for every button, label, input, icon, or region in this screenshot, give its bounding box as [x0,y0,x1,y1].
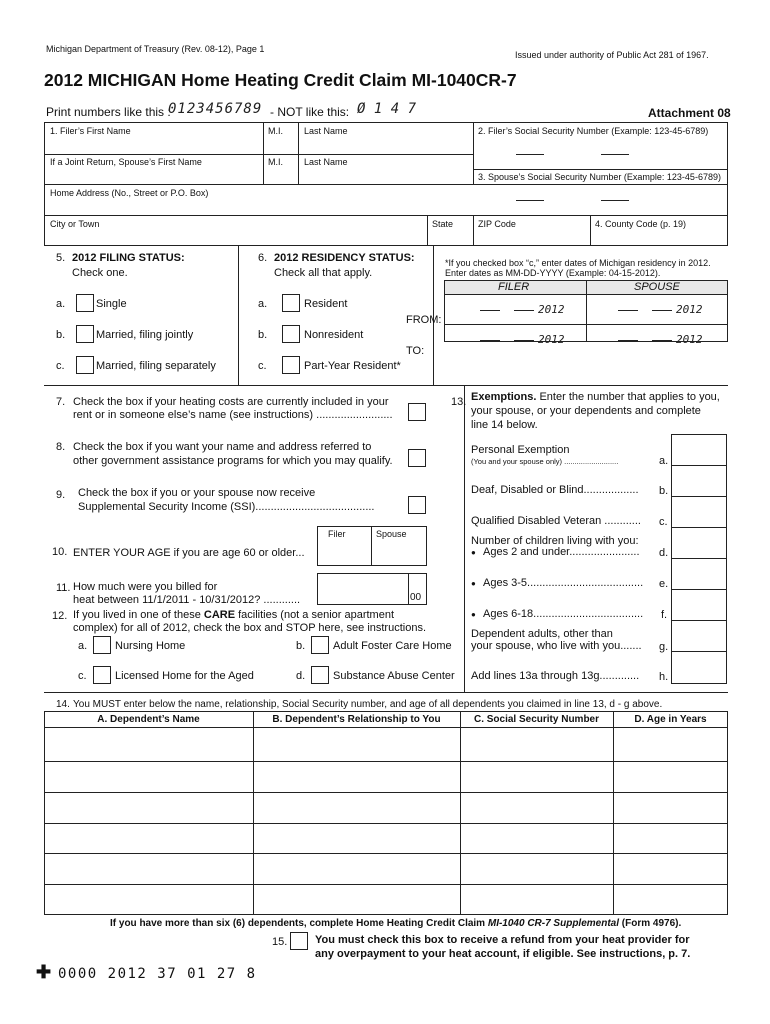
filing-separate-checkbox[interactable] [76,356,94,374]
authority-text: Issued under authority of Public Act 281 of 1967. [515,50,709,60]
spouse-mi-field[interactable] [265,168,296,183]
age-filer-label: Filer [328,529,346,539]
filer-first-name-label: 1. Filer’s First Name [50,126,131,136]
personal-exemption-sub: (You and your spouse only) .......................... [471,457,619,466]
nonresident-label: Nonresident [304,329,364,341]
residency-letter-c: c. [258,360,267,372]
care-letter-d: d. [296,670,306,682]
substance-abuse-checkbox[interactable] [311,666,329,684]
spouse-first-name-field[interactable] [46,168,261,183]
residency-title: 2012 RESIDENCY STATUS: [274,252,415,264]
filer-to-date[interactable]: 2012 [446,326,585,350]
exemption-letter-a: a. [659,455,669,467]
nursing-home-label: Nursing Home [115,640,186,652]
care-letter-a: a. [78,640,88,652]
filing-status-num: 5. [56,252,66,264]
exemption-letter-e: e. [659,578,669,590]
exemption-letter-f: f. [661,609,668,621]
exemptions-intro-1: Exemptions. Enter the number that applies to you, [471,391,720,403]
city-field[interactable] [46,229,425,244]
line9-checkbox[interactable] [408,496,426,514]
line13-num: 13. [451,396,467,408]
line8-num: 8. [56,441,66,453]
filing-single-label: Single [96,298,127,310]
line10-text: ENTER YOUR AGE if you are age 60 or older... [73,547,305,559]
filing-single-checkbox[interactable] [76,294,94,312]
line12-text-1: If you lived in one of these CARE facilities (not a senior apartment [73,609,395,621]
line15-checkbox[interactable] [290,932,308,950]
dependent-adults-label-1: Dependent adults, other than [471,628,613,640]
exemption-c-field[interactable] [672,497,726,526]
line7-text-2: rent or in someone else’s name (see instructions) ......................... [73,409,393,421]
ages-2-under-label: Ages 2 and under....................... [483,546,640,558]
children-label: Number of children living with you: [471,535,639,547]
line9-text-1: Check the box if you or your spouse now receive [78,487,316,499]
col-header-name: A. Dependent’s Name [97,714,200,725]
line7-text-1: Check the box if your heating costs are currently included in your [73,396,389,408]
line8-text-2: other government assistance programs for which you may qualify. [73,455,393,467]
add-lines-label: Add lines 13a through 13g............. [471,670,640,682]
deaf-disabled-label: Deaf, Disabled or Blind.................. [471,484,639,496]
spouse-to-date[interactable]: 2012 [588,326,727,350]
print-numbers-label: Print numbers like this : [46,105,171,119]
adult-foster-label: Adult Foster Care Home [333,640,452,652]
veteran-label: Qualified Disabled Veteran ............ [471,515,641,527]
col-header-ssn: C. Social Security Number [473,714,600,725]
line8-checkbox[interactable] [408,449,426,467]
spouse-first-name-label: If a Joint Return, Spouse’s First Name [50,157,202,167]
spouse-last-name-field[interactable] [300,168,471,183]
care-letter-b: b. [296,640,306,652]
resident-checkbox[interactable] [282,294,300,312]
filer-first-name-field[interactable] [46,138,261,153]
dependent-adults-label-2: your spouse, who live with you....... [471,640,642,652]
filer-last-name-label: Last Name [304,126,348,136]
exemption-g-field[interactable] [672,621,726,650]
county-code-label: 4. County Code (p. 19) [595,219,687,229]
line10-num: 10. [52,546,68,558]
dependent-row[interactable] [45,728,727,760]
exemption-b-field[interactable] [672,466,726,495]
exemption-letter-h: h. [659,671,669,683]
residency-sub: Check all that apply. [274,267,373,279]
spouse-ssn-label: 3. Spouse’s Social Security Number (Example: 123-45-6789) [478,172,721,182]
spouse-age-field[interactable] [372,541,426,565]
exemption-f-field[interactable] [672,590,726,619]
residency-note-2: Enter dates as MM-DD-YYYY (Example: 04-15-2012). [445,268,661,278]
line11-num: 11. [56,582,71,594]
filing-letter-c: c. [56,360,65,372]
dependent-row[interactable] [45,885,727,914]
aged-home-label: Licensed Home for the Aged [115,670,254,682]
spouse-from-date[interactable]: 2012 [588,296,727,323]
county-code-field[interactable] [592,229,726,244]
adult-foster-checkbox[interactable] [311,636,329,654]
exemption-e-field[interactable] [672,559,726,588]
line12-text-2: complex) for all of 2012, check the box and STOP here, see instructions. [73,622,427,634]
city-label: City or Town [50,219,100,229]
dependent-row[interactable] [45,824,727,852]
form-title: 2012 MICHIGAN Home Heating Credit Claim MI-1040CR-7 [44,70,517,90]
filing-joint-label: Married, filing jointly [96,329,194,341]
dependent-row[interactable] [45,854,727,883]
personal-exemption-label: Personal Exemption [471,444,570,456]
spouse-mi-label: M.I. [268,157,283,167]
nursing-home-checkbox[interactable] [93,636,111,654]
dependent-row[interactable] [45,793,727,822]
line15-text-2: any overpayment to your heat account, if eligible. See instructions, p. 7. [315,948,691,960]
line9-text-2: Supplemental Security Income (SSI)....................................... [78,501,375,513]
spouse-last-name-label: Last Name [304,157,348,167]
filer-ssn-field[interactable] [476,138,726,166]
residency-num: 6. [258,252,268,264]
filer-from-date[interactable]: 2012 [446,296,585,323]
filing-separate-label: Married, filing separately [96,360,216,372]
line15-num: 15. [272,936,288,948]
exemption-letter-b: b. [659,485,669,497]
ages-6-18-label: Ages 6-18.................................... [483,608,644,620]
filer-ssn-label: 2. Filer’s Social Security Number (Example: 123-45-6789) [478,126,709,136]
dependents-footer: If you have more than six (6) dependents, complete Home Heating Credit Claim MI-1040 CR-7 Supplemental (Form 4976). [110,918,682,929]
nonresident-checkbox[interactable] [282,325,300,343]
aged-home-checkbox[interactable] [93,666,111,684]
print-sample: 0123456789 [168,101,263,117]
bullet-e: ● [471,579,476,588]
line14-instructions: You MUST enter below the name, relationship, Social Security number, and age of all dependents you claimed in line 13, d - g above. [73,699,663,710]
part-year-checkbox[interactable] [282,356,300,374]
filing-status-sub: Check one. [72,267,128,279]
heat-billed-cents: 00 [410,592,422,603]
age-spouse-label: Spouse [376,529,407,539]
residency-note-1: *If you checked box “c,” enter dates of Michigan residency in 2012. [445,258,711,268]
residency-letter-a: a. [258,298,268,310]
exemption-letter-d: d. [659,547,669,559]
residency-letter-b: b. [258,329,268,341]
filing-letter-a: a. [56,298,66,310]
form-barcode-number: 0000 2012 37 01 27 8 [58,966,257,982]
col-header-age: D. Age in Years [634,714,707,725]
col-header-relationship: B. Dependent’s Relationship to You [272,714,441,725]
line14-num: 14. [56,699,70,710]
line8-text-1: Check the box if you want your name and address referred to [73,441,372,453]
zip-field[interactable] [475,229,588,244]
filing-joint-checkbox[interactable] [76,325,94,343]
resident-label: Resident [304,298,348,310]
line12-num: 12. [52,610,68,622]
line15-text-1: You must check this box to receive a refund from your heat provider for [315,934,690,946]
from-label: FROM: [406,314,442,326]
exemption-letter-g: g. [659,641,669,653]
filing-letter-b: b. [56,329,66,341]
line9-num: 9. [56,489,66,501]
plus-icon: ✚ [36,962,52,982]
not-like-label: - NOT like this: [270,105,350,119]
line11-text-2: heat between 11/1/2011 - 10/31/2012? ............ [73,594,301,606]
state-label: State [432,219,454,229]
not-sample: Ø 1 4 7 [357,101,417,117]
filer-last-name-field[interactable] [300,138,471,153]
bullet-d: ● [471,548,476,557]
ages-3-5-label: Ages 3-5...................................... [483,577,644,589]
dependent-row[interactable] [45,762,727,791]
attachment-number: Attachment 08 [648,106,731,120]
exemption-h-field[interactable] [672,652,726,683]
part-year-label: Part-Year Resident* [304,360,401,372]
dept-revision: Michigan Department of Treasury (Rev. 08-12), Page 1 [46,44,265,54]
care-letter-c: c. [78,670,87,682]
filer-age-field[interactable] [318,541,370,565]
exemption-letter-c: c. [659,516,668,528]
bullet-f: ● [471,610,476,619]
line7-num: 7. [56,396,66,408]
filer-col-header: FILER [498,281,530,293]
line11-text-1: How much were you billed for [73,581,218,593]
filer-mi-label: M.I. [268,126,283,136]
exemptions-intro-2: your spouse, or your dependents and complete [471,405,701,417]
exemption-d-field[interactable] [672,528,726,557]
home-address-field[interactable] [46,199,726,214]
state-field[interactable] [429,229,471,244]
zip-label: ZIP Code [478,219,516,229]
spouse-col-header: SPOUSE [634,281,680,293]
to-label: TO: [406,345,425,357]
filer-mi-field[interactable] [265,138,296,153]
substance-abuse-label: Substance Abuse Center [333,670,455,682]
line7-checkbox[interactable] [408,403,426,421]
exemption-a-field[interactable] [672,435,726,464]
exemptions-intro-3: line 14 below. [471,419,538,431]
filing-status-title: 2012 FILING STATUS: [72,252,185,264]
home-address-label: Home Address (No., Street or P.O. Box) [50,188,209,198]
